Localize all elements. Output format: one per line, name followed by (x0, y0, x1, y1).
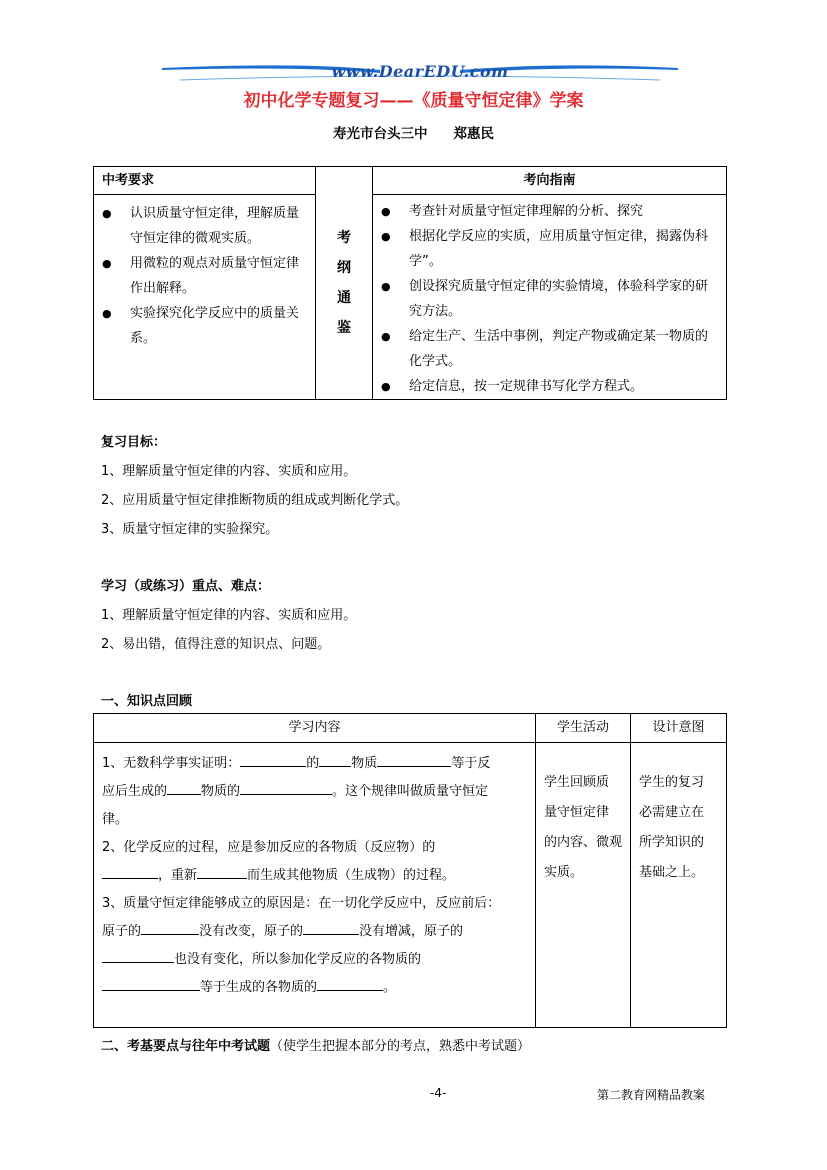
goal-item: 3、质量守恒定律的实验探究。 (101, 522, 279, 537)
col-content-header: 学习内容 (94, 714, 536, 743)
question-3: 3、质量守恒定律能够成立的原因是：在一切化学反应中，反应前后： 原子的 没有改变，原子的 没有增减，原子的 也没有变化，所以参加化学反应的各物质的 等于生成的各物质的 。 (102, 896, 501, 995)
footer-source: 第二教育网精品教案 (597, 1088, 706, 1102)
fill-blank[interactable] (303, 920, 359, 935)
section1-heading: 一、知识点回顾 (101, 694, 193, 709)
goal-item: 1、理解质量守恒定律的内容、实质和应用。 (101, 464, 357, 479)
section2-heading: 二、考基要点与往年中考试题（使学生把握本部分的考点，熟悉中考试题） (101, 1039, 531, 1054)
banner-url: www.DearEDU.com (331, 62, 509, 81)
key-point-item: 2、易出错，值得注意的知识点、问题。 (101, 637, 331, 652)
author-line (0, 122, 827, 142)
fill-blank[interactable] (197, 864, 247, 879)
guide-item: ● 创设探究质量守恒定律的实验情境，体验科学家的研究方法。 (373, 274, 716, 324)
outline-label-cell (316, 167, 373, 400)
fill-blank[interactable] (102, 976, 200, 991)
guide-item: ● 考查针对质量守恒定律理解的分析、探究 (373, 199, 716, 224)
key-point-item: 1、理解质量守恒定律的内容、实质和应用。 (101, 608, 357, 623)
outline-table (93, 166, 727, 400)
outline-label-char: 鉴 (337, 320, 351, 336)
guide-cell (373, 167, 727, 400)
requirement-item: ● 用微粒的观点对质量守恒定律作出解释。 (94, 251, 307, 301)
guide-header: 考向指南 (373, 167, 726, 195)
guide-item: ● 给定生产、生活中事例，判定产物或确定某一物质的化学式。 (373, 324, 716, 374)
question-1: 1、无数科学事实证明： 的 物质 等于反 应后生成的 物质的 。这个规律叫做质量守恒定 律。 (102, 750, 527, 834)
requirement-item: ● 认识质量守恒定律，理解质量守恒定律的微观实质。 (94, 201, 307, 251)
requirements-header: 中考要求 (94, 167, 315, 195)
fill-blank[interactable] (377, 752, 451, 767)
page-number: -4- (430, 1086, 447, 1100)
fill-blank[interactable] (319, 752, 351, 767)
fill-blank[interactable] (102, 948, 174, 963)
goal-item: 2、应用质量守恒定律推断物质的组成或判断化学式。 (101, 493, 409, 508)
author-name: 郑惠民 (453, 126, 494, 142)
page-title: 初中化学专题复习——《质量守恒定律》学案 (243, 91, 584, 111)
review-goals (101, 428, 408, 544)
key-points (101, 572, 356, 659)
learning-content-cell (94, 743, 536, 1028)
fill-blank[interactable] (141, 920, 199, 935)
design-intent-cell: 学生的复习 必需建立在 所学知识的 基础之上。 (631, 743, 727, 1028)
requirements-cell (94, 167, 316, 400)
fill-blank[interactable] (240, 780, 332, 795)
knowledge-review-table (93, 713, 727, 1028)
fill-blank[interactable] (102, 864, 158, 879)
key-points-heading: 学习（或练习）重点、难点： (101, 579, 271, 594)
site-banner (160, 60, 680, 86)
student-activity-cell: 学生回顾质 量守恒定律 的内容、微观 实质。 (536, 743, 631, 1028)
guide-item: ● 给定信息，按一定规律书写化学方程式。 (373, 374, 716, 399)
guide-item: ● 根据化学反应的实质，应用质量守恒定律，揭露伪科学”。 (373, 224, 716, 274)
col-design-header: 设计意图 (631, 714, 727, 743)
outline-label-char: 通 (337, 290, 351, 306)
goals-heading: 复习目标： (101, 435, 167, 450)
col-activity-header: 学生活动 (536, 714, 631, 743)
school-name: 寿光市台头三中 (333, 126, 428, 142)
fill-blank[interactable] (317, 976, 383, 991)
requirement-item: ● 实验探究化学反应中的质量关系。 (94, 301, 307, 351)
outline-label-char: 纲 (337, 260, 351, 276)
fill-blank[interactable] (167, 780, 201, 795)
question-2: 2、化学反应的过程，应是参加反应的各物质（反应物）的 ，重新 而生成其他物质（生成物）的过程。 (102, 840, 456, 883)
fill-blank[interactable] (240, 752, 306, 767)
outline-label-char: 考 (337, 230, 351, 246)
